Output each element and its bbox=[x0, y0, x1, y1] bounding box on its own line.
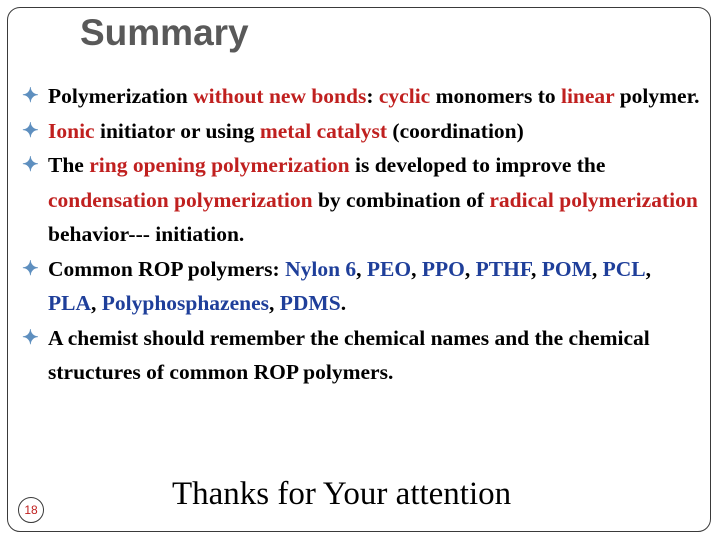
bullet-text: A chemist should remember the chemical names and the chemical structures of common ROP polymers. bbox=[48, 325, 650, 384]
highlighted-term: PEO bbox=[366, 256, 412, 281]
bullet-text: by combination of bbox=[312, 187, 490, 212]
highlighted-term: POM bbox=[541, 256, 592, 281]
highlighted-term: cyclic bbox=[378, 84, 431, 108]
highlighted-term: radical polymerization bbox=[489, 187, 698, 212]
bullet-ornament-icon: ✦ bbox=[22, 326, 39, 349]
bullet-ornament-icon: ✦ bbox=[22, 85, 39, 107]
bullet-ornament-icon: ✦ bbox=[22, 154, 39, 176]
bullet-text: (coordination) bbox=[387, 118, 524, 143]
highlighted-term: Polyphosphazenes bbox=[101, 291, 270, 315]
bullet-text: , bbox=[591, 256, 603, 281]
bullet-item bbox=[22, 252, 702, 321]
bullet-text: , bbox=[411, 256, 422, 281]
highlighted-term: linear bbox=[560, 84, 615, 108]
highlighted-term: Ionic bbox=[48, 118, 95, 143]
bullet-ornament-icon: ✦ bbox=[22, 119, 39, 142]
page-number: 18 bbox=[18, 497, 44, 523]
highlighted-term: PDMS bbox=[279, 291, 341, 315]
highlighted-term: metal catalyst bbox=[259, 118, 388, 143]
bullet-item bbox=[22, 114, 702, 149]
bullet-text: behavior--- initiation. bbox=[48, 222, 245, 246]
bullet-ornament-icon: ✦ bbox=[22, 257, 39, 280]
highlighted-term: without new bonds bbox=[193, 84, 367, 108]
bullet-item bbox=[22, 148, 702, 252]
highlighted-term: condensation polymerization bbox=[48, 187, 313, 212]
bullet-item bbox=[22, 79, 702, 114]
bullet-text: . bbox=[340, 291, 347, 315]
bullet-text: : bbox=[366, 84, 379, 108]
slide-title: Summary bbox=[80, 12, 249, 53]
bullet-text: polymer. bbox=[614, 84, 700, 108]
bullet-text: , bbox=[645, 256, 652, 281]
highlighted-term: ring opening polymerization bbox=[89, 153, 350, 177]
bullet-text: The bbox=[48, 153, 90, 177]
bullet-text: Common ROP polymers: bbox=[48, 256, 286, 281]
bullet-text: Polymerization bbox=[48, 84, 194, 108]
bullet-item bbox=[22, 321, 702, 390]
highlighted-term: PPO bbox=[421, 256, 465, 281]
highlighted-term: PLA bbox=[48, 291, 91, 315]
bullet-text: initiator or using bbox=[94, 118, 260, 143]
highlighted-term: Nylon 6 bbox=[285, 256, 357, 281]
bullet-text: , bbox=[269, 291, 280, 315]
closing-text: Thanks for Your attention bbox=[172, 476, 512, 512]
bullet-text: , bbox=[530, 256, 542, 281]
bullet-text: , bbox=[91, 291, 102, 315]
bullet-list bbox=[22, 79, 702, 390]
highlighted-term: PCL bbox=[602, 256, 646, 281]
bullet-text: is developed to improve the bbox=[349, 153, 606, 177]
bullet-text: monomers to bbox=[430, 84, 561, 108]
bullet-text: , bbox=[356, 256, 367, 281]
bullet-text: , bbox=[464, 256, 476, 281]
highlighted-term: PTHF bbox=[475, 256, 531, 281]
